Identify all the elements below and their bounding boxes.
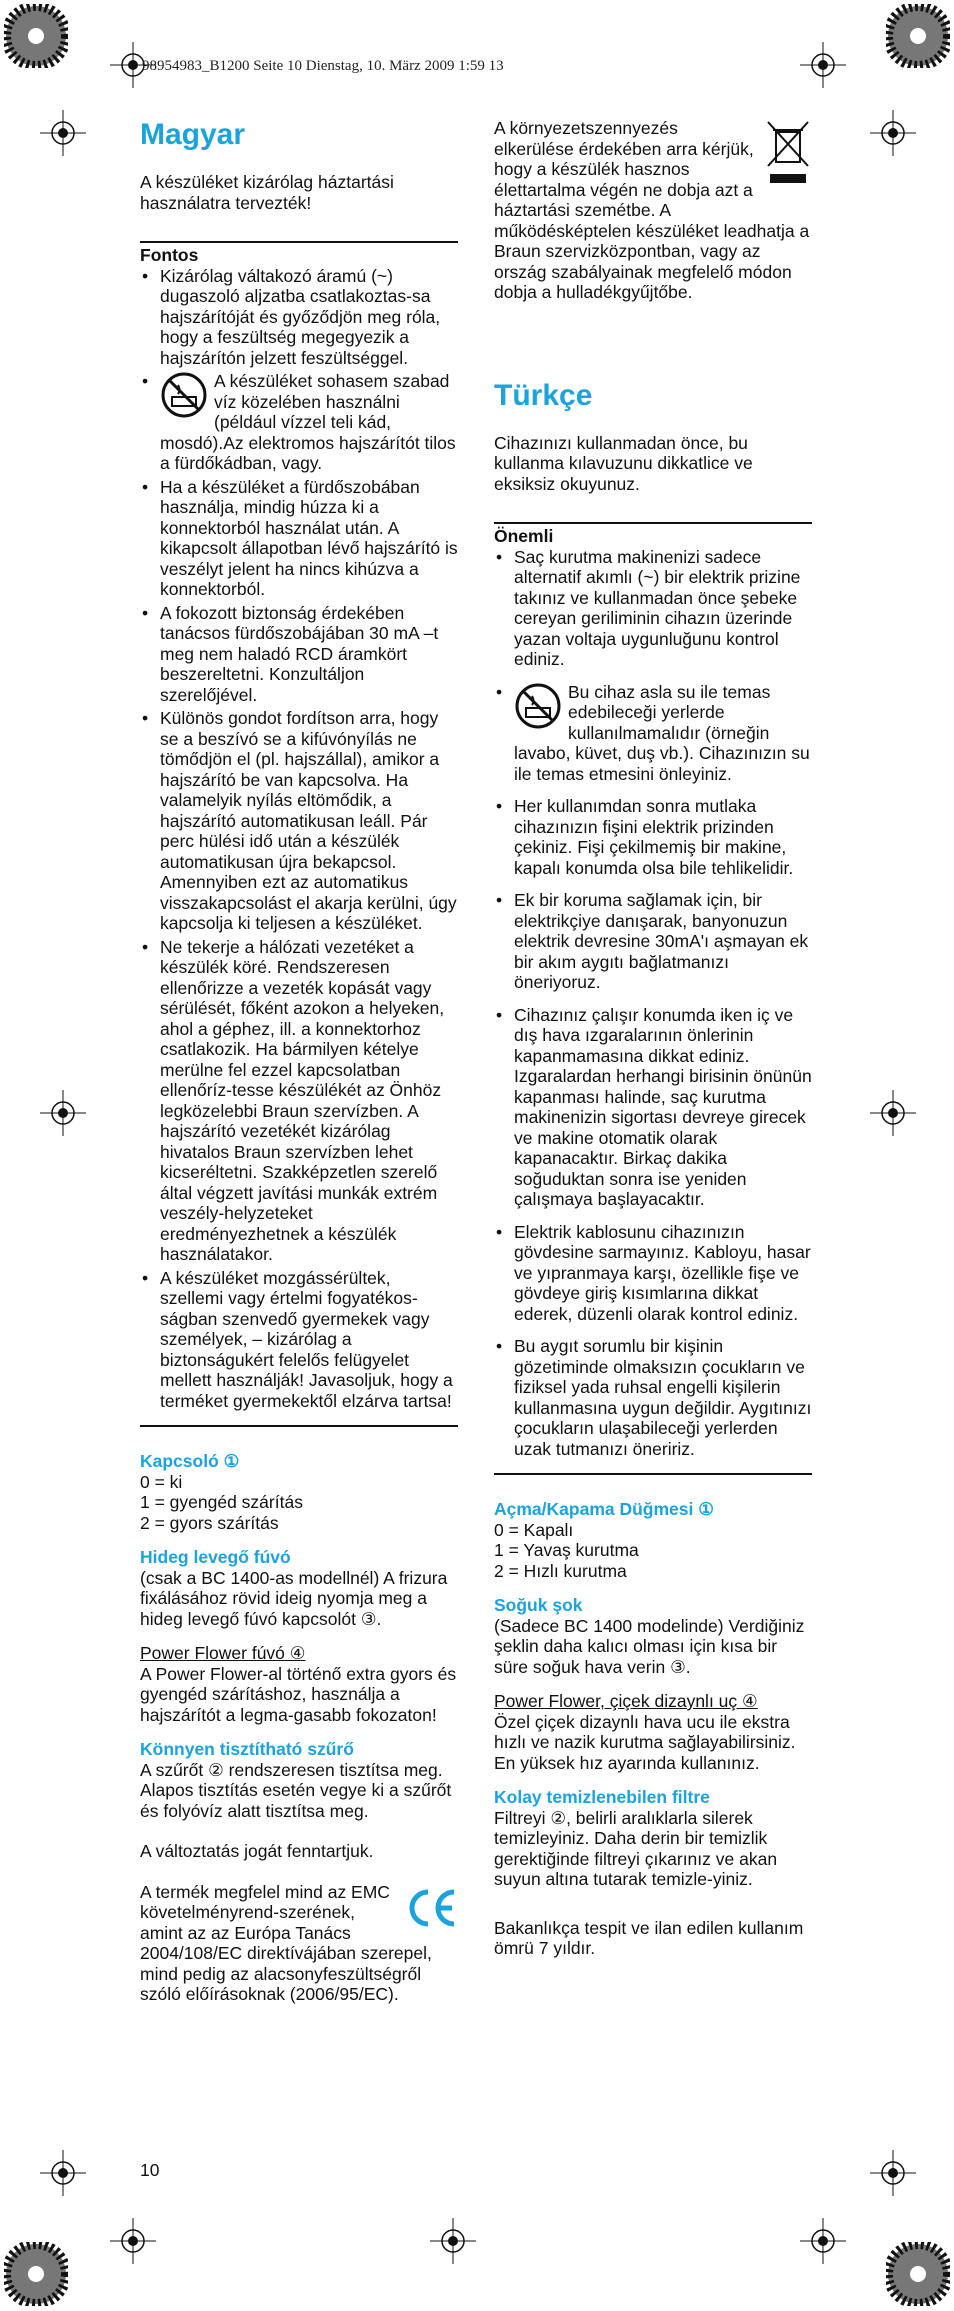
registration-mark-top-right: [800, 42, 846, 88]
hu-important-heading: Fontos: [140, 245, 199, 265]
list-item: • Ha a készüléket a fürdőszobában használja, mindig húzza ki a konnektorból használat után. A kikapcsolt állapotban lévő hajszárító is veszélyt jelent ha nincs kihúzva a konnektorból.: [140, 477, 458, 600]
tr-switch-line: 0 = Kapalı: [494, 1519, 574, 1540]
turkish-column: [494, 118, 812, 1959]
registration-mark-bottom-center: [430, 2218, 476, 2264]
list-item-text: Bu cihaz asla su ile temas edebileceği yerlerde kullanılmamalıdır (örneğin lavabo, küvet, duş vb.). Cihazınızın su ile temas etmesini önleyiniz.: [514, 681, 810, 784]
tr-cold-text: (Sadece BC 1400 modelinde) Verdiğiniz şeklin daha kalıcı olması için kısa bir süre soğuk hava verin ③.: [494, 1615, 805, 1677]
crossed-bin-icon: [764, 118, 812, 186]
registration-mark-left-middle: [40, 1090, 86, 1136]
hu-intro: A készüléket kizárólag háztartási használatra tervezték!: [140, 172, 394, 213]
list-item: [494, 682, 812, 785]
registration-mark-left-bottom: [40, 2150, 86, 2196]
list-item-text: A készüléket sohasem szabad víz közelében használni (például vízzel teli kád, mosdó).Az elektromos hajszárítót tilos a fürdőkádban, vagy.: [160, 371, 456, 473]
tr-switch-heading: Açma/Kapama Düğmesi ①: [494, 1499, 714, 1519]
hu-switch-heading: Kapcsoló ①: [140, 1451, 240, 1471]
list-item: • A készüléket mozgássérültek, szellemi vagy értelmi fogyatékos-ságban szenvedő gyermekek vagy személyek, – kizárólag a biztonságukért felelős felügyelet mellett használják! Javasoljuk, hogy a terméket gyermekektől elzárva tartsa!: [140, 1268, 458, 1412]
color-wheel-top-left: [4, 4, 68, 68]
divider: [494, 1473, 812, 1475]
tr-filter-text: Filtreyi ②, belirli aralıklarla silerek temizleyiniz. Daha derin bir temizlik gerektiğinde filtreyi çıkarınız ve akan suyun altına tutarak temizle-yiniz.: [494, 1807, 778, 1889]
hu-switch-line: 0 = ki: [140, 1471, 183, 1492]
tr-switch-line: 1 = Yavaş kurutma: [494, 1540, 639, 1560]
hu-environment-text: A környezetszennyezés elkerülése érdekében arra kérjük, hogy a készülék hasznos élettartalma végén ne dobja azt a háztartási szemétbe. A működésképtelen készüléket leadhatja a Braun szervizközpontban, vagy az ország szabályainak megfelelő módon dobja a hulladékgyűjtőbe.: [494, 118, 810, 302]
color-wheel-bottom-right: [886, 2242, 950, 2306]
list-item: • Ek bir koruma sağlamak için, bir elektrikçiye danışarak, banyonuzun elektrik devresine 30mA'ı aşmayan ek bir akım aygıtı bağlatmanızı öneriyoruz.: [494, 890, 812, 993]
hungarian-column: [140, 118, 458, 2005]
hu-filter-text: A szűrőt ② rendszeresen tisztítsa meg. Alapos tisztítás esetén vegye ki a szűrőt és folyóvíz alatt tisztítsa meg.: [140, 1759, 452, 1821]
divider: [494, 522, 812, 524]
registration-mark-right-top: [870, 110, 916, 156]
hu-important-list: [140, 266, 458, 1412]
section-title-hungarian: Magyar: [140, 118, 246, 151]
hu-switch-line: 1 = gyengéd szárítás: [140, 1492, 303, 1512]
color-wheel-bottom-left: [4, 2242, 68, 2306]
page-number: 10: [140, 2160, 160, 2180]
tr-lifetime-note: Bakanlıkça tespit ve ilan edilen kullanım ömrü 7 yıldır.: [494, 1917, 804, 1958]
list-item: • Cihazınız çalışır konumda iken iç ve dış hava ızgaralarının önlerinin kapanmamasına dikkat ediniz. Izgaralardan herhangi birisinin önünün kapanması halinde, saç kurutma makinenizin sigortası devreye girecek ve makine otomatik olarak kapanacaktır. Birkaç dakika soğuduktan sonra ise yeniden çalışmaya başlayacaktır.: [494, 1005, 812, 1210]
color-wheel-top-right: [886, 4, 950, 68]
list-item: [140, 371, 458, 474]
registration-mark-bottom-right: [800, 2218, 846, 2264]
tr-cold-heading: Soğuk şok: [494, 1595, 583, 1615]
hu-filter-heading: Könnyen tisztítható szűrő: [140, 1739, 354, 1759]
tr-switch-line: 2 = Hızlı kurutma: [494, 1560, 627, 1581]
tr-power-heading: Power Flower, çiçek dizaynlı uç ④: [494, 1691, 758, 1711]
hu-power-heading: Power Flower fúvó ④: [140, 1643, 306, 1663]
tr-important-heading: Önemli: [494, 526, 554, 546]
tr-intro: Cihazınızı kullanmadan önce, bu kullanma kılavuzunu dikkatlice ve eksiksiz okuyunuz.: [494, 432, 753, 494]
section-title-turkish: Türkçe: [494, 378, 593, 412]
hu-switch-line: 2 = gyors szárítás: [140, 1512, 279, 1533]
print-header: 98954983_B1200 Seite 10 Dienstag, 10. März 2009 1:59 13: [142, 58, 504, 74]
hu-cold-heading: Hideg levegő fúvó: [140, 1547, 291, 1567]
list-item: • Ne tekerje a hálózati vezetéket a készülék köré. Rendszeresen ellenőrizze a vezeték kopását vagy sérülését, főként azokon a helyeken, ahol a géphez, ill. a konnektorhoz csatlakozik. Ha bármilyen kételye merülne fel ezzel kapcsolatban ellenőríz-tesse készülékét az Önhöz legközelebbi Braun szervízben. A hajszárító vezetékét kizárólag hivatalos Braun szervízben lehet kicseréltetni. Szakképzetlen szerelő által végzett javítási munkák extrém veszély-helyzeteket eredményezhetnek a készülék használatakor.: [140, 937, 458, 1265]
registration-mark-right-middle: [870, 1090, 916, 1136]
list-item: • Különös gondot fordítson arra, hogy se a beszívó se a kifúvónyílás ne tömődjön el (pl. hajszállal), amikor a hajszárító be van kapcsolva. Ha valamelyik nyílás eltömődik, a hajszárító automatikusan leáll. Pár perc hülési idő után a készülék automatikusan újra bekapcsol. Amennyiben ezt az automatikus visszakapcsolást el akarja kerülni, úgy kapcsolja ki teljesen a készüléket.: [140, 708, 458, 934]
registration-mark-bottom-left: [110, 2218, 156, 2264]
no-water-warning-icon: [160, 371, 208, 419]
tr-important-list: [494, 547, 812, 1460]
hu-ce-block: [140, 1882, 458, 2005]
ce-mark-icon: [404, 1886, 458, 1930]
registration-mark-right-bottom: [870, 2150, 916, 2196]
list-item: • Saç kurutma makinenizi sadece alternatif akımlı (~) bir elektrik prizine takınız ve kullanmadan önce şebeke cereyan geriliminin cihazın üzerinde yazan voltaja uygunluğunu kontrol ediniz.: [494, 547, 812, 670]
divider: [140, 241, 458, 243]
list-item: • Her kullanımdan sonra mutlaka cihazınızın fişini elektrik prizinden çekiniz. Fişi çekilmemiş bir makine, kapalı konumda olsa bile tehlikelidir.: [494, 796, 812, 878]
tr-power-text: Özel çiçek dizaynlı hava ucu ile ekstra hızlı ve nazik kurutma sağlayabilirsiniz. En yüksek hız ayarında kullanınız.: [494, 1711, 796, 1773]
tr-filter-heading: Kolay temizlenebilen filtre: [494, 1787, 710, 1807]
divider: [140, 1425, 458, 1427]
registration-mark-left-top: [40, 110, 86, 156]
list-item: • A fokozott biztonság érdekében tanácsos fürdőszobájában 30 mA –t meg nem haladó RCD áramkört beszereltetni. Konzultáljon szerelőjével.: [140, 603, 458, 706]
hu-cold-text: (csak a BC 1400-as modellnél) A frizura fixálásához rövid ideig nyomja meg a hideg levegő fúvó kapcsolót ③.: [140, 1567, 448, 1629]
no-water-warning-icon: [514, 682, 562, 730]
list-item: • Bu aygıt sorumlu bir kişinin gözetiminde olmaksızın çocukların ve fiziksel yada ruhsal engelli kişilerin kullanmasına uygun değildir. Aygıtınızı çocukların ulaşabileceği yerlerden uzak tutmanızı öneririz.: [494, 1336, 812, 1459]
hu-ce-text: A termék megfelel mind az EMC követelményrend-szerének, amint az az Európa Tanács 2004/108/EC direktívájában szerepel, mind pedig az alacsonyfeszültségről szóló előírásoknak (2006/95/EC).: [140, 1881, 432, 2004]
list-item: • Kizárólag váltakozó áramú (~) dugaszoló aljzatba csatlakoztas-sa hajszárítóját és győződjön meg róla, hogy a feszültség megegyezik a hajszárítón jelzett feszültséggel.: [140, 266, 458, 369]
hu-power-text: A Power Flower-al történő extra gyors és gyengéd szárításhoz, használja a hajszárítót a legma-gasabb fokozaton!: [140, 1663, 457, 1725]
hu-environment-block: [494, 118, 812, 303]
list-item: • Elektrik kablosunu cihazınızın gövdesine sarmayınız. Kabloyu, hasar ve yıpranmaya karşı, özellikle fişe ve gövdeye giriş kısımlarına dikkat ederek, düzenli olarak kontrol ediniz.: [494, 1222, 812, 1325]
hu-reserve-note: A változtatás jogát fenntartjuk.: [140, 1841, 374, 1861]
